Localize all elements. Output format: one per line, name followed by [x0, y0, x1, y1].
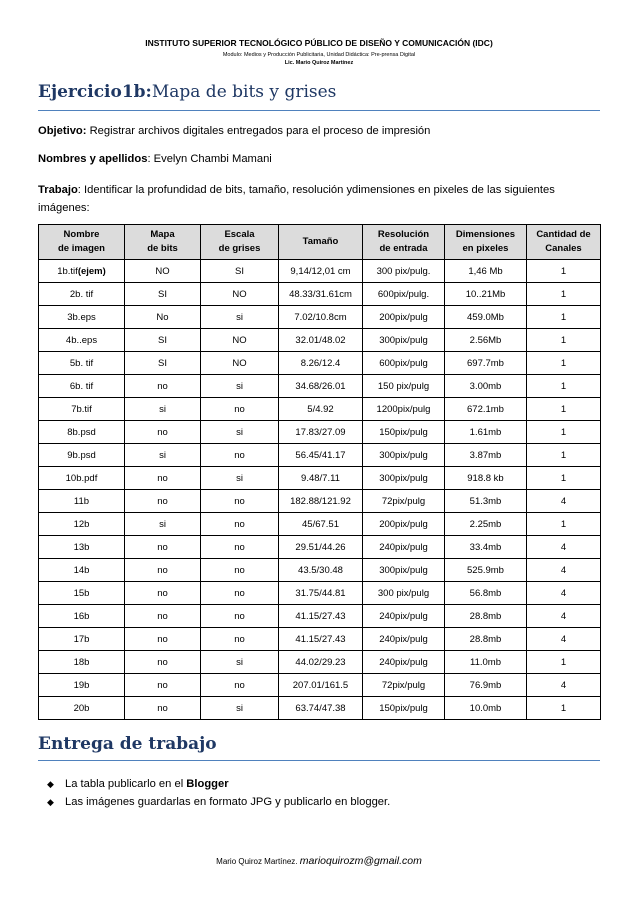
title-bold: Ejercicio1b: [38, 82, 152, 102]
table-cell: 672.1mb [445, 398, 527, 421]
table-cell: no [125, 467, 201, 490]
table-cell: SI [125, 352, 201, 375]
table-cell: 56.8mb [445, 582, 527, 605]
table-cell: 56.45/41.17 [279, 444, 363, 467]
table-cell: 1 [527, 467, 601, 490]
delivery-list [47, 775, 391, 811]
table-cell: 7.02/10.8cm [279, 306, 363, 329]
objective-label: Objetivo: [38, 125, 87, 137]
table-cell: 4 [527, 628, 601, 651]
table-cell: 20b [39, 697, 125, 720]
table-cell: no [201, 628, 279, 651]
list-item: ◆ La tabla publicarlo en el Blogger [65, 775, 390, 793]
table-cell: 150pix/pulg [363, 697, 445, 720]
table-row [39, 283, 601, 306]
document-header [0, 38, 638, 67]
table-cell: 5/4.92 [279, 398, 363, 421]
table-row [39, 605, 601, 628]
table-cell: 11.0mb [445, 651, 527, 674]
objective-text: Registrar archivos digitales entregados para el proceso de impresión [86, 125, 431, 137]
table-cell: 1 [527, 421, 601, 444]
table-cell: no [125, 628, 201, 651]
table-cell: 31.75/44.81 [279, 582, 363, 605]
table-cell: 14b [39, 559, 125, 582]
table-cell: 12b [39, 513, 125, 536]
table-cell: 1 [527, 513, 601, 536]
table-cell: no [125, 375, 201, 398]
diamond-bullet-icon: ◆ [47, 797, 54, 807]
table-cell: 9b.psd [39, 444, 125, 467]
table-row [39, 651, 601, 674]
table-cell: 300pix/pulg [363, 444, 445, 467]
table-cell: 72pix/pulg [363, 674, 445, 697]
table-cell: no [201, 398, 279, 421]
table-cell: 1 [527, 329, 601, 352]
table-cell: 150pix/pulg [363, 421, 445, 444]
table-cell: 28.8mb [445, 628, 527, 651]
table-cell: si [201, 651, 279, 674]
table-cell: si [201, 697, 279, 720]
table-cell: 300pix/pulg [363, 329, 445, 352]
footer-name: Mario Quiroz Martínez. [216, 857, 300, 866]
table-cell: 525.9mb [445, 559, 527, 582]
table-cell: 9.48/7.11 [279, 467, 363, 490]
table-cell: 7b.tif [39, 398, 125, 421]
table-cell: 1 [527, 306, 601, 329]
table-cell: 5b. tif [39, 352, 125, 375]
table-cell: 45/67.51 [279, 513, 363, 536]
table-cell: 28.8mb [445, 605, 527, 628]
table-cell: 4b..eps [39, 329, 125, 352]
delivery-title: Entrega de trabajo [38, 734, 217, 754]
table-row [39, 582, 601, 605]
table-cell: 43.5/30.48 [279, 559, 363, 582]
table-cell: 63.74/47.38 [279, 697, 363, 720]
table-cell: no [201, 490, 279, 513]
table-body [39, 260, 601, 720]
table-cell: SI [125, 329, 201, 352]
table-cell: 41.15/27.43 [279, 628, 363, 651]
page-title [38, 82, 336, 102]
table-cell: 17.83/27.09 [279, 421, 363, 444]
table-cell: SI [125, 283, 201, 306]
table-row [39, 559, 601, 582]
table-cell: 697.7mb [445, 352, 527, 375]
table-cell: si [125, 513, 201, 536]
table-cell: 240pix/pulg [363, 651, 445, 674]
table-cell: 300 pix/pulg. [363, 260, 445, 283]
list-item: ◆ Las imágenes guardarlas en formato JPG y publicarlo en blogger. [65, 793, 390, 811]
images-table [38, 224, 601, 720]
table-cell: no [125, 490, 201, 513]
table-cell: 1 [527, 398, 601, 421]
work-text: : Identificar la profundidad de bits, tamaño, resolución ydimensiones en pixeles de las siguientes imágenes: [38, 184, 555, 214]
table-row [39, 536, 601, 559]
table-cell: 1b.tif(ejem) [39, 260, 125, 283]
table-cell: 200pix/pulg [363, 306, 445, 329]
table-cell: no [201, 536, 279, 559]
table-cell: 207.01/161.5 [279, 674, 363, 697]
table-cell: 600pix/pulg [363, 352, 445, 375]
table-cell: 44.02/29.23 [279, 651, 363, 674]
table-cell: 29.51/44.26 [279, 536, 363, 559]
header-escala: Escala de grises [201, 225, 279, 260]
table-cell: 9,14/12,01 cm [279, 260, 363, 283]
table-cell: 10..21Mb [445, 283, 527, 306]
table-row [39, 628, 601, 651]
table-cell: 4 [527, 605, 601, 628]
table-row [39, 697, 601, 720]
table-row [39, 398, 601, 421]
table-row [39, 306, 601, 329]
table-cell: no [201, 444, 279, 467]
table-cell: 8.26/12.4 [279, 352, 363, 375]
table-cell: 240pix/pulg [363, 628, 445, 651]
table-cell: 150 pix/pulg [363, 375, 445, 398]
table-cell: 1 [527, 375, 601, 398]
table-cell: no [125, 582, 201, 605]
table-cell: 459.0Mb [445, 306, 527, 329]
diamond-bullet-icon: ◆ [47, 779, 54, 789]
title-rest: Mapa de bits y grises [151, 82, 337, 102]
header-nombre: Nombre de imagen [39, 225, 125, 260]
table-row [39, 467, 601, 490]
table-cell: no [125, 651, 201, 674]
table-cell: si [125, 398, 201, 421]
table-cell: no [201, 513, 279, 536]
table-cell: 15b [39, 582, 125, 605]
table-row [39, 674, 601, 697]
table-cell: 10b.pdf [39, 467, 125, 490]
names-label: Nombres y apellidos [38, 153, 148, 165]
table-row [39, 513, 601, 536]
table-cell: 41.15/27.43 [279, 605, 363, 628]
table-cell: 1 [527, 260, 601, 283]
table-cell: 1,46 Mb [445, 260, 527, 283]
table-row [39, 444, 601, 467]
table-cell: 1 [527, 697, 601, 720]
table-row [39, 352, 601, 375]
table-row [39, 329, 601, 352]
table-cell: 4 [527, 559, 601, 582]
table-cell: 51.3mb [445, 490, 527, 513]
header-resolucion: Resolución de entrada [363, 225, 445, 260]
table-cell: 1 [527, 352, 601, 375]
table-header-row [39, 225, 601, 260]
table-cell: NO [201, 329, 279, 352]
table-cell: 4 [527, 674, 601, 697]
table-cell: 2.56Mb [445, 329, 527, 352]
table-cell: 76.9mb [445, 674, 527, 697]
table-cell: si [201, 467, 279, 490]
table-cell: si [201, 375, 279, 398]
header-tamano: Tamaño [279, 225, 363, 260]
table-cell: 240pix/pulg [363, 605, 445, 628]
table-cell: si [125, 444, 201, 467]
table-cell: 600pix/pulg. [363, 283, 445, 306]
table-cell: 3.87mb [445, 444, 527, 467]
page-footer [0, 855, 638, 867]
table-cell: no [125, 421, 201, 444]
table-row [39, 260, 601, 283]
header-mapa: Mapa de bits [125, 225, 201, 260]
title-rule [38, 110, 600, 111]
table-cell: 240pix/pulg [363, 536, 445, 559]
table-cell: 4 [527, 582, 601, 605]
table-cell: 4 [527, 536, 601, 559]
table-cell: 1200pix/pulg [363, 398, 445, 421]
table-cell: 300pix/pulg [363, 467, 445, 490]
table-cell: 3.00mb [445, 375, 527, 398]
table-cell: 1.61mb [445, 421, 527, 444]
table-cell: 2b. tif [39, 283, 125, 306]
table-cell: no [201, 559, 279, 582]
work-label: Trabajo [38, 184, 78, 196]
table-cell: 32.01/48.02 [279, 329, 363, 352]
table-cell: 918.8 kb [445, 467, 527, 490]
table-cell: no [125, 559, 201, 582]
table-cell: 300 pix/pulg [363, 582, 445, 605]
table-row [39, 490, 601, 513]
footer-email: marioquirozm@gmail.com [299, 855, 422, 867]
names-text: : Evelyn Chambi Mamani [147, 153, 272, 165]
table-cell: 1 [527, 444, 601, 467]
module-info: Modulo: Medios y Producción Publicitaria, Unidad Didáctica: Pre-prensa Digital [222, 52, 416, 58]
table-cell: no [125, 697, 201, 720]
table-cell: 8b.psd [39, 421, 125, 444]
table-cell: 182.88/121.92 [279, 490, 363, 513]
teacher-name: Lic. Mario Quiroz Martínez [284, 60, 354, 66]
table-cell: SI [201, 260, 279, 283]
table-cell: 16b [39, 605, 125, 628]
table-cell: si [201, 421, 279, 444]
table-cell: si [201, 306, 279, 329]
header-canales: Cantidad de Canales [527, 225, 601, 260]
table-cell: no [201, 605, 279, 628]
table-cell: 48.33/31.61cm [279, 283, 363, 306]
table-cell: NO [201, 283, 279, 306]
work-line [38, 181, 558, 217]
table-cell: no [201, 674, 279, 697]
table-cell: No [125, 306, 201, 329]
table-cell: no [201, 582, 279, 605]
table-cell: 1 [527, 651, 601, 674]
delivery-rule [38, 760, 600, 761]
institute-name: INSTITUTO SUPERIOR TECNOLÓGICO PÚBLICO DE DISEÑO Y COMUNICACIÓN (IDC) [145, 38, 493, 48]
table-cell: NO [125, 260, 201, 283]
table-cell: 6b. tif [39, 375, 125, 398]
table-cell: 10.0mb [445, 697, 527, 720]
table-cell: 33.4mb [445, 536, 527, 559]
table-cell: 18b [39, 651, 125, 674]
table-cell: 72pix/pulg [363, 490, 445, 513]
table-cell: 19b [39, 674, 125, 697]
objective-line [38, 124, 430, 139]
header-dimensiones: Dimensiones en pixeles [445, 225, 527, 260]
table-cell: 1 [527, 283, 601, 306]
table-row [39, 421, 601, 444]
table-cell: no [125, 536, 201, 559]
table-cell: 300pix/pulg [363, 559, 445, 582]
table-cell: 2.25mb [445, 513, 527, 536]
table-cell: 13b [39, 536, 125, 559]
table-cell: 11b [39, 490, 125, 513]
table-cell: 3b.eps [39, 306, 125, 329]
table-cell: 34.68/26.01 [279, 375, 363, 398]
table-cell: 17b [39, 628, 125, 651]
table-cell: NO [201, 352, 279, 375]
table-cell: no [125, 605, 201, 628]
table-cell: no [125, 674, 201, 697]
table-row [39, 375, 601, 398]
table-cell: 200pix/pulg [363, 513, 445, 536]
table-cell: 4 [527, 490, 601, 513]
names-line [38, 152, 272, 167]
